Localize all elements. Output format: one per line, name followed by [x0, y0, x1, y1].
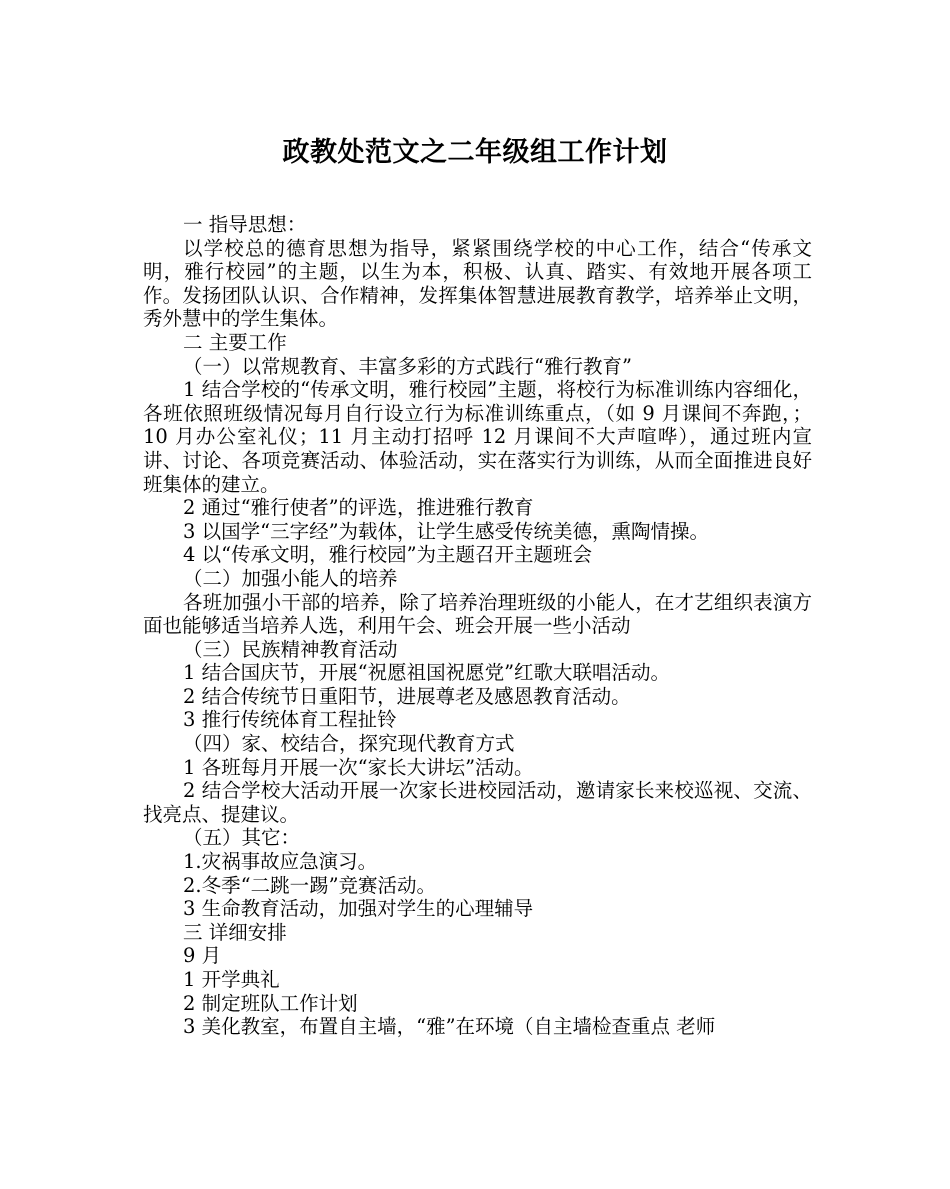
paragraph-section-4-item-2: 2 结合学校大活动开展一次家长进校园活动，邀请家长来校巡视、交流、找亮点、提建议。: [143, 779, 812, 826]
paragraph-section-1-heading: （一）以常规教育、丰富多彩的方式践行“雅行教育”: [183, 354, 632, 378]
paragraph-section-5-item-2: 2.冬季“二跳一踢”竞赛活动。: [183, 873, 437, 897]
paragraph-section-2-heading: （二）加强小能人的培养: [183, 566, 398, 590]
paragraph-schedule-heading: 三 详细安排: [183, 920, 287, 944]
paragraph-schedule-month: 9 月: [183, 944, 222, 968]
paragraph-section-1-item-1: 1 结合学校的“传承文明，雅行校园”主题，将校行为标准训练内容细化，各班依照班级情况每月自行设立行为标准训练重点，（如 9 月课间不奔跑，；10 月办公室礼仪；11 月主动打招呼 12 月课间不大声喧哗），通过班内宣讲、讨论、各项竞赛活动、体验活动，实在落实行为训练，从而全面推进良好班集体的建立。: [143, 378, 812, 496]
paragraph-section-4-item-1: 1 各班每月开展一次“家长大讲坛”活动。: [183, 755, 534, 779]
paragraph-section-1-item-3: 3 以国学“三字经”为载体，让学生感受传统美德，熏陶情操。: [183, 519, 710, 543]
document-title: 政教处范文之二年级组工作计划: [282, 137, 668, 168]
paragraph-schedule-item-1: 1 开学典礼: [183, 968, 280, 991]
paragraph-section-3-item-3: 3 推行传统体育工程扯铃: [183, 708, 397, 732]
paragraph-guiding-heading: 一 指导思想：: [183, 213, 307, 236]
paragraph-section-5-item-1: 1.灾祸事故应急演习。: [183, 850, 378, 874]
document-body: [143, 213, 812, 1039]
paragraph-schedule-item-3: 3 美化教室，布置自主墙，“雅”在环境（自主墙检查重点 老师: [183, 1015, 716, 1039]
paragraph-guiding-text: 以学校总的德育思想为指导，紧紧围绕学校的中心工作，结合“传承文明，雅行校园”的主题，以生为本，积极、认真、踏实、有效地开展各项工作。发扬团队认识、合作精神，发挥集体智慧进展教育教学，培养举止文明，秀外慧中的学生集体。: [143, 236, 812, 331]
paragraph-section-3-item-2: 2 结合传统节日重阳节，进展尊老及感恩教育活动。: [183, 684, 631, 708]
paragraph-section-2-text: 各班加强小干部的培养，除了培养治理班级的小能人，在才艺组织表演方面也能够适当培养人选，利用午会、班会开展一些小活动: [143, 590, 812, 638]
paragraph-section-3-heading: （三）民族精神教育活动: [183, 637, 398, 661]
paragraph-schedule-item-2: 2 制定班队工作计划: [183, 991, 358, 1015]
paragraph-section-1-item-2: 2 通过“雅行使者”的评选，推进雅行教育: [183, 496, 534, 520]
paragraph-section-4-heading: （四）家、校结合，探究现代教育方式: [183, 732, 515, 756]
paragraph-section-3-item-1: 1 结合国庆节，开展“祝愿祖国祝愿党”红歌大联唱活动。: [183, 661, 671, 685]
paragraph-section-1-item-4: 4 以“传承文明，雅行校园”为主题召开主题班会: [183, 543, 593, 567]
paragraph-main-work-heading: 二 主要工作: [183, 330, 287, 354]
paragraph-section-5-heading: （五）其它：: [183, 826, 301, 850]
paragraph-section-5-item-3: 3 生命教育活动，加强对学生的心理辅导: [183, 897, 534, 921]
